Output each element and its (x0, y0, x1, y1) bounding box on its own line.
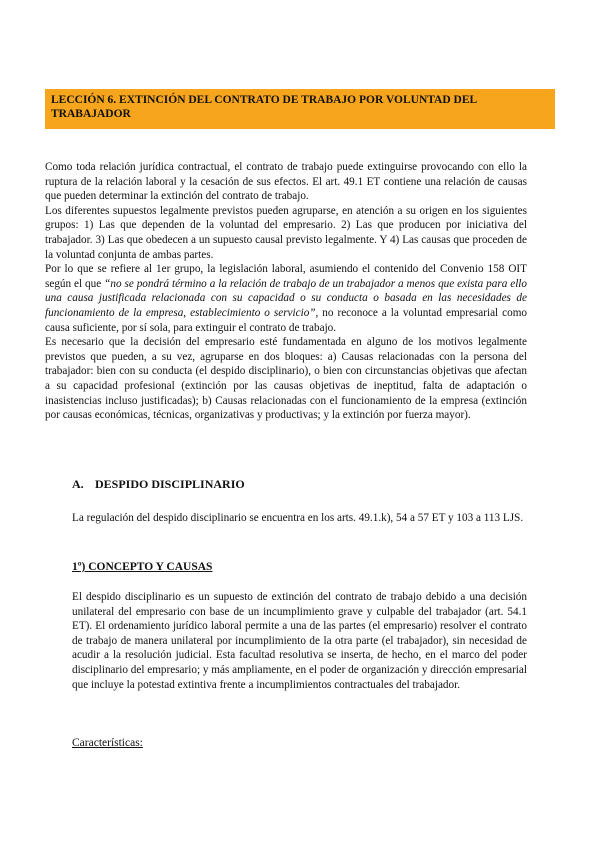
concept-heading: 1º) CONCEPTO Y CAUSAS (72, 561, 213, 573)
characteristics-heading: Características: (72, 737, 143, 749)
intro-paragraph-3-start: Por lo que se refiere al 1er grupo, la legislación laboral, asumiendo el contenido del Convenio 158 OIT según el que (45, 263, 527, 290)
intro-paragraph-1: Como toda relación jurídica contractual, el contrato de trabajo puede extinguirse provocando con ello la ruptura de la relación laboral y la cesación de sus efectos. El art. 49.1 ET contiene una relación de causas que pueden determinar la extinción del contrato de trabajo. (45, 161, 527, 203)
oit-quote: “no se pondrá término a la relación de trabajo de un trabajador a menos que exista para ello una causa justificada relacionada con su capacidad o su conducta o basada en las necesidades de funcionamiento de la empresa, establecimiento o servicio” (45, 277, 528, 319)
intro-paragraph-3 (45, 262, 527, 335)
lesson-title-banner (45, 89, 555, 129)
lesson-title: LECCIÓN 6. EXTINCIÓN DEL CONTRATO DE TRABAJO POR VOLUNTAD DEL TRABAJADOR (51, 94, 477, 120)
section-a-number: A. (72, 477, 84, 491)
concept-paragraph: El despido disciplinario es un supuesto de extinción del contrato de trabajo debido a una decisión unilateral del empresario con base de un incumplimiento grave y culpable del trabajador (art. 54.1 ET). El ordenamiento jurídico laboral permite a una de las partes (el empresario) resolver el contrato de trabajo de manera unilateral por incumplimiento de la otra parte (el trabajador), sin necesidad de acudir a la resolución judicial. Esta facultad resolutiva se inserta, de hecho, en el marco del poder disciplinario del empresario; y más ampliamente, en el poder de organización y dirección empresarial que incluye la potestad extintiva frente a incumplimientos contractuales del trabajador. (72, 591, 527, 691)
section-a-heading (72, 477, 245, 492)
intro-paragraph-3-end: , no reconoce a la voluntad empresarial como causa suficiente, por sí sola, para extinguir el contrato de trabajo. (45, 306, 528, 334)
intro-paragraph-2: Los diferentes supuestos legalmente previstos pueden agruparse, en atención a su origen en los siguientes grupos: 1) Las que dependen de la voluntad del empresario. 2) Las que producen por iniciativa del trabajador. 3) Las que obedecen a un supuesto causal previsto legalmente. Y 4) Las causas que proceden de la voluntad conjunta de ambas partes. (45, 204, 527, 261)
section-a-title: DESPIDO DISCIPLINARIO (95, 477, 245, 491)
intro-paragraph-4: Es necesario que la decisión del empresario esté fundamentada en alguno de los motivos legalmente previstos que pueden, a su vez, agruparse en dos bloques: a) Causas relacionadas con la persona del trabajador: bien con su conducta (el despido disciplinario), o bien con circunstancias objetivas que afectan a su capacidad profesional (extinción por las causas objetivas de ineptitud, falta de adaptación o inasistencias incluso justificadas); b) Causas relacionadas con el funcionamiento de la empresa (extinción por causas económicas, técnicas, organizativas y productivas; y la extinción por fuerza mayor). (45, 336, 527, 422)
intro-section (45, 160, 527, 423)
regulation-paragraph: La regulación del despido disciplinario se encuentra en los arts. 49.1.k), 54 a 57 ET y 103 a 113 LJS. (72, 512, 524, 524)
